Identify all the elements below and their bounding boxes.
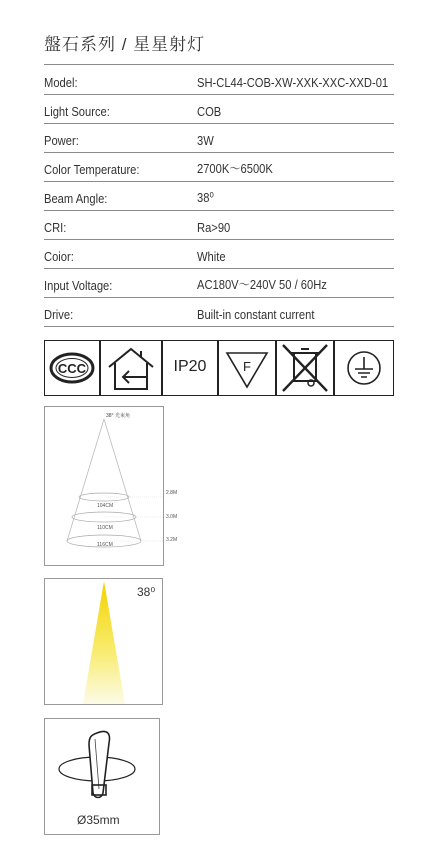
spec-value: AC180V～240V 50 / 60Hz (197, 277, 327, 292)
spec-value: Ra>90 (197, 220, 231, 235)
spec-key: Beam Angle: (44, 191, 108, 206)
beam-angle-label: 38⁰ (137, 585, 156, 599)
beam-distance-labels (164, 486, 194, 546)
dimension-panel (44, 718, 160, 835)
spec-value: Built-in constant current (197, 307, 315, 322)
spec-row-light-source (44, 94, 394, 124)
spec-row-beam-angle (44, 181, 394, 211)
spec-row-input-voltage (44, 268, 394, 298)
ring-diameter-label: 104CM (97, 503, 114, 509)
spec-value: 3W (197, 133, 214, 148)
ip20-label: IP20 (173, 358, 207, 375)
spec-row-cri (44, 210, 394, 240)
spec-row-model (44, 65, 394, 95)
spec-key: Coior: (44, 249, 74, 264)
beam-spread-diagram (44, 406, 164, 566)
certification-icons (44, 340, 394, 396)
spec-value: SH-CL44-COB-XW-XXK-XXC-XXD-01 (197, 75, 389, 90)
diameter-label: Ø35mm (77, 813, 120, 827)
f-mark-icon (218, 340, 276, 396)
light-beam-cone (83, 581, 125, 704)
spec-value: COB (197, 104, 222, 119)
spotlight-drawing (45, 719, 159, 834)
weee-crossed-bin-icon (276, 340, 334, 396)
ring-distance-label: 2.8M (166, 490, 178, 496)
ground-earth-icon (334, 340, 394, 396)
f-mark-label: F (243, 359, 251, 374)
ccc-certification-icon (44, 340, 100, 396)
ring-distance-label: 3.0M (166, 514, 178, 520)
spec-key: Input Voltage: (44, 278, 113, 293)
spec-key: Power: (44, 133, 79, 148)
ring-distance-label: 3.2M (166, 537, 178, 543)
spec-key: Color Temperature: (44, 162, 140, 177)
indoor-use-icon (100, 340, 162, 396)
spec-value: 38⁰ (197, 190, 214, 205)
spec-row-color-temperature (44, 152, 394, 182)
spec-key: CRI: (44, 220, 67, 235)
beam-diagram-header: 38° 光束角 (106, 413, 130, 419)
spec-row-drive (44, 297, 394, 327)
spec-value: 2700K～6500K (197, 161, 273, 176)
spec-value: White (197, 249, 226, 264)
spec-key: Light Source: (44, 104, 110, 119)
svg-text:CCC: CCC (57, 361, 87, 376)
ip20-rating (162, 340, 218, 396)
page-title: 盤石系列 / 星星射灯 (44, 35, 206, 54)
beam-angle-panel (44, 578, 163, 705)
spec-row-color (44, 239, 394, 269)
ring-diameter-label: 116CM (97, 542, 113, 548)
spec-row-power (44, 123, 394, 153)
ring-diameter-label: 110CM (97, 525, 113, 531)
spec-key: Drive: (44, 307, 74, 322)
spec-key: Model: (44, 75, 78, 90)
